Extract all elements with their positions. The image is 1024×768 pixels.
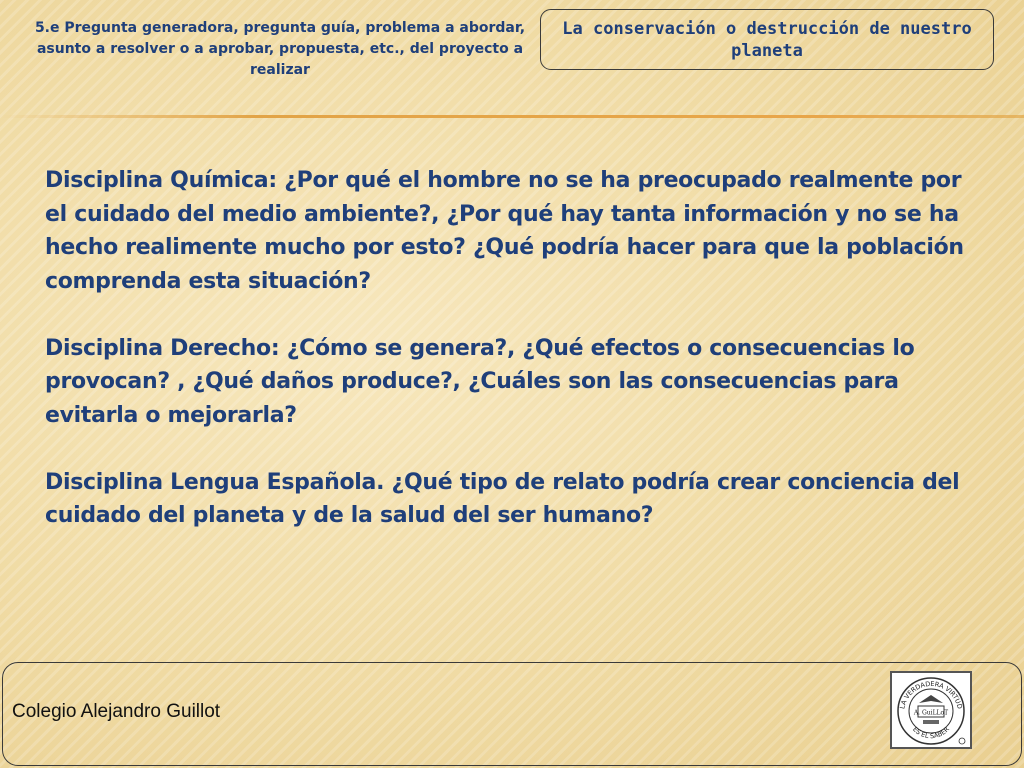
paragraph-derecho: Disciplina Derecho: ¿Cómo se genera?, ¿Qué efectos o consecuencias lo provocan? , ¿Qué daños produce?, ¿Cuáles son las consecuencias para evitarla o mejorarla? [45, 335, 915, 428]
school-name: Colegio Alejandro Guillot [12, 701, 221, 722]
paragraph-lengua: Disciplina Lengua Española. ¿Qué tipo de relato podría crear conciencia del cuidado del planeta y de la salud del ser humano? [45, 469, 960, 528]
school-seal-icon [890, 671, 972, 749]
header-subtitle: 5.e Pregunta generadora, pregunta guía, problema a abordar, asunto a resolver o a aprobar, propuesta, etc., del proyecto a realizar [34, 20, 526, 78]
slide-title: La conservación o destrucción de nuestro planeta [562, 18, 972, 61]
main-content [45, 164, 975, 566]
seal-bottom-text: ES EL SABER [911, 725, 951, 741]
title-box [540, 9, 994, 70]
seal-top-text: LA VERDADERA VIRTUD [898, 679, 964, 710]
header-divider [0, 115, 1024, 118]
seal-center-text: A. GuiLLoT [913, 709, 949, 717]
paragraph-quimica: Disciplina Química: ¿Por qué el hombre no se ha preocupado realmente por el cuidado del medio ambiente?, ¿Por qué hay tanta información y no se ha hecho realimente mucho por esto? ¿Qué podría hacer para que la población comprenda esta situación? [45, 168, 964, 294]
